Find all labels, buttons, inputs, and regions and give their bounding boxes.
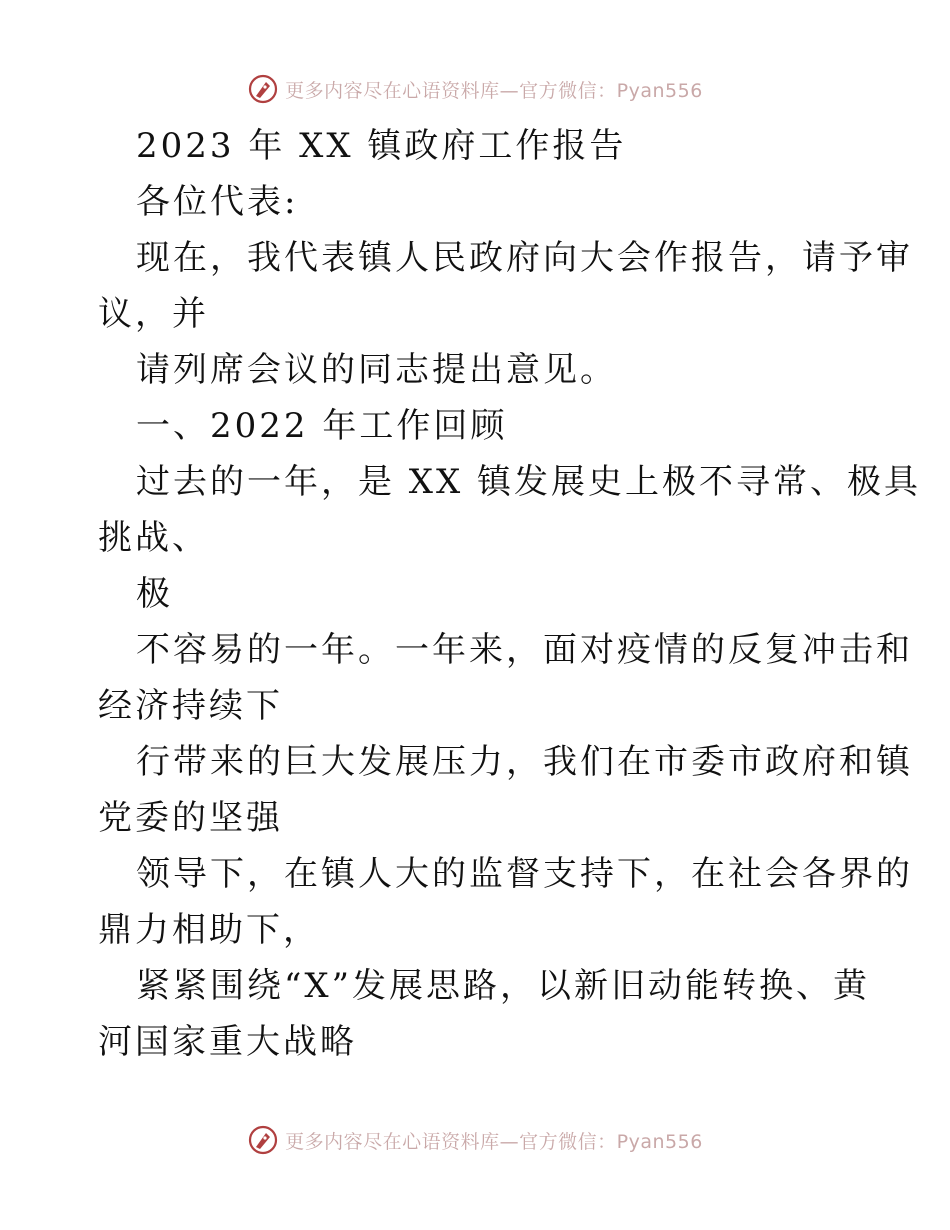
document-line: 紧紧围绕“X”发展思路，以新旧动能转换、黄 — [136, 966, 870, 1006]
document-line: 过去的一年，是 XX 镇发展史上极不寻常、极具 — [136, 462, 922, 502]
document-line: 党委的坚强 — [98, 798, 283, 838]
document-line: 挑战、 — [98, 518, 209, 558]
document-line: 行带来的巨大发展压力，我们在市委市政府和镇 — [136, 742, 913, 782]
watermark-text: 更多内容尽在心语资料库—官方微信：Pyan556 — [285, 79, 703, 102]
document-line: 各位代表: — [136, 182, 299, 222]
footer-watermark — [0, 1118, 950, 1162]
document-line: 河国家重大战略 — [98, 1022, 357, 1062]
document-line: 经济持续下 — [98, 686, 283, 726]
document-line: 不容易的一年。一年来，面对疫情的反复冲击和 — [136, 630, 913, 670]
document-line: 领导下，在镇人大的监督支持下，在社会各界的 — [136, 854, 913, 894]
document-line: 请列席会议的同志提出意见。 — [136, 350, 617, 390]
document-line: 一、2022 年工作回顾 — [136, 406, 508, 446]
header-watermark — [0, 67, 950, 111]
watermark-text: 更多内容尽在心语资料库—官方微信：Pyan556 — [285, 1130, 703, 1153]
document-line: 议，并 — [98, 294, 209, 334]
document-line: 鼎力相助下， — [98, 910, 320, 950]
pen-nib-logo-icon — [247, 73, 279, 105]
document-line: 现在，我代表镇人民政府向大会作报告，请予审 — [136, 238, 913, 278]
document-line: 2023 年 XX 镇政府工作报告 — [136, 126, 627, 166]
document-line: 极 — [136, 574, 173, 614]
pen-nib-logo-icon — [247, 1124, 279, 1156]
